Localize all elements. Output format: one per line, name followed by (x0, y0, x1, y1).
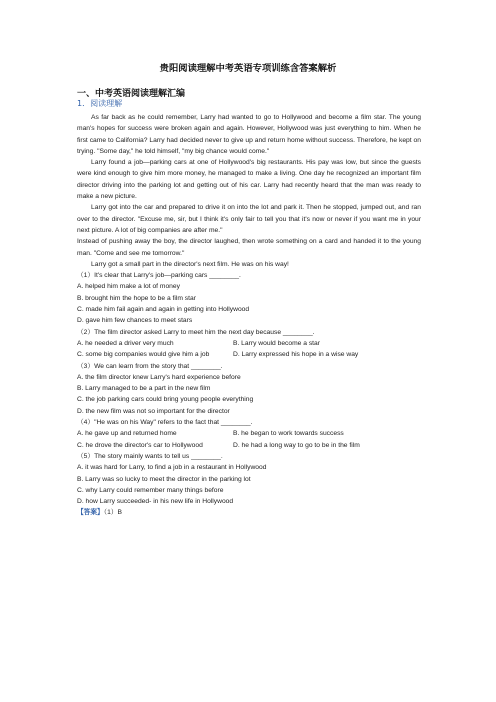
question-stem: （3）We can learn from the story that ________. (77, 362, 223, 370)
option-c: C. made him fail again and again in getting into Hollywood (77, 306, 250, 314)
option-c: C. some big companies would give him a job (77, 351, 210, 359)
answer-line (77, 507, 421, 518)
question-stem: （2）The film director asked Larry to meet him the next day because ________. (77, 328, 315, 336)
passage-paragraph: Larry got into the car and prepared to drive it on into the lot and park it. Then he stopped, jumped out, and ran over to the director. "Excuse me, sir, but I think it's only fair to tell you that it's now or never if you want me in your next picture. A lot of big companies are after me." (77, 204, 421, 234)
option-b: B. Larry would become a star (233, 339, 320, 347)
option-row (77, 349, 421, 360)
option-d: D. he had a long way to go to be in the film (233, 441, 360, 449)
option-d: D. gave him few chances to meet stars (77, 317, 193, 325)
option-b: B. he began to work towards success (233, 430, 344, 438)
option-b: B. Larry was so lucky to meet the director in the parking lot (77, 475, 251, 483)
option-c: C. why Larry could remember many things before (77, 486, 224, 494)
passage-paragraph: Larry got a small part in the director's next film. He was on his way! (91, 260, 289, 268)
answer-text: （1）B (103, 509, 122, 517)
option-a: A. the film director knew Larry's hard experience before (77, 373, 241, 381)
question-stem: （4）"He was on his Way" refers to the fact that ________. (77, 419, 253, 427)
option-b: B. Larry managed to be a part in the new film (77, 385, 211, 393)
option-d: D. how Larry succeeded- in his new life in Hollywood (77, 498, 234, 506)
option-row (77, 428, 421, 439)
passage-paragraph: As far back as he could remember, Larry had wanted to go to Hollywood and become a film star. The young man's hopes for success were broken again and again. However, Hollywood was just everything to him. When he first came to California? Larry had decided never to give up and return home without success. Therefore, he kept on trying. "Some day," he told himself, "my big chance would come." (77, 114, 421, 155)
document-title: 贵阳阅读理解中考英语专项训练含答案解析 (159, 63, 337, 74)
question-number: 1．阅读理解 (77, 99, 123, 108)
option-a: A. it was hard for Larry, to find a job in a restaurant in Hollywood (77, 464, 267, 472)
passage-paragraph: Larry found a job—parking cars at one of Hollywood's big restaurants. His pay was low, but since the guests were kind enough to give him more money, he managed to make a living. One day he recognized an important film director driving into the parking lot and getting out of his car. Larry had recently heard that the man was ready to make a new picture. (77, 159, 421, 201)
option-row (77, 440, 421, 451)
section-heading: 一、中考英语阅读理解汇编 (77, 89, 186, 99)
option-a: A. helped him make a lot of money (77, 283, 180, 291)
option-b: B. brought him the hope to be a film star (77, 294, 196, 302)
option-a: A. he gave up and returned home (77, 430, 177, 438)
option-d: D. the new film was not so important for the director (77, 407, 230, 415)
question-stem: （5）The story mainly wants to tell us ________. (77, 452, 223, 460)
passage-paragraph: Instead of pushing away the boy, the director laughed, then wrote something on a card and handed it to the young man. "Come and see me tomorrow." (77, 238, 421, 257)
option-row (77, 338, 421, 349)
question-stem: （1）It's clear that Larry's job—parking cars ________. (77, 272, 241, 280)
answer-label: 【答案】 (77, 509, 104, 517)
option-a: A. he needed a driver very much (77, 339, 174, 347)
option-c: C. he drove the director's car to Hollywood (77, 441, 203, 449)
option-c: C. the job parking cars could bring young people everything (77, 396, 254, 404)
reading-body (77, 112, 421, 519)
option-d: D. Larry expressed his hope in a wise way (233, 351, 359, 359)
